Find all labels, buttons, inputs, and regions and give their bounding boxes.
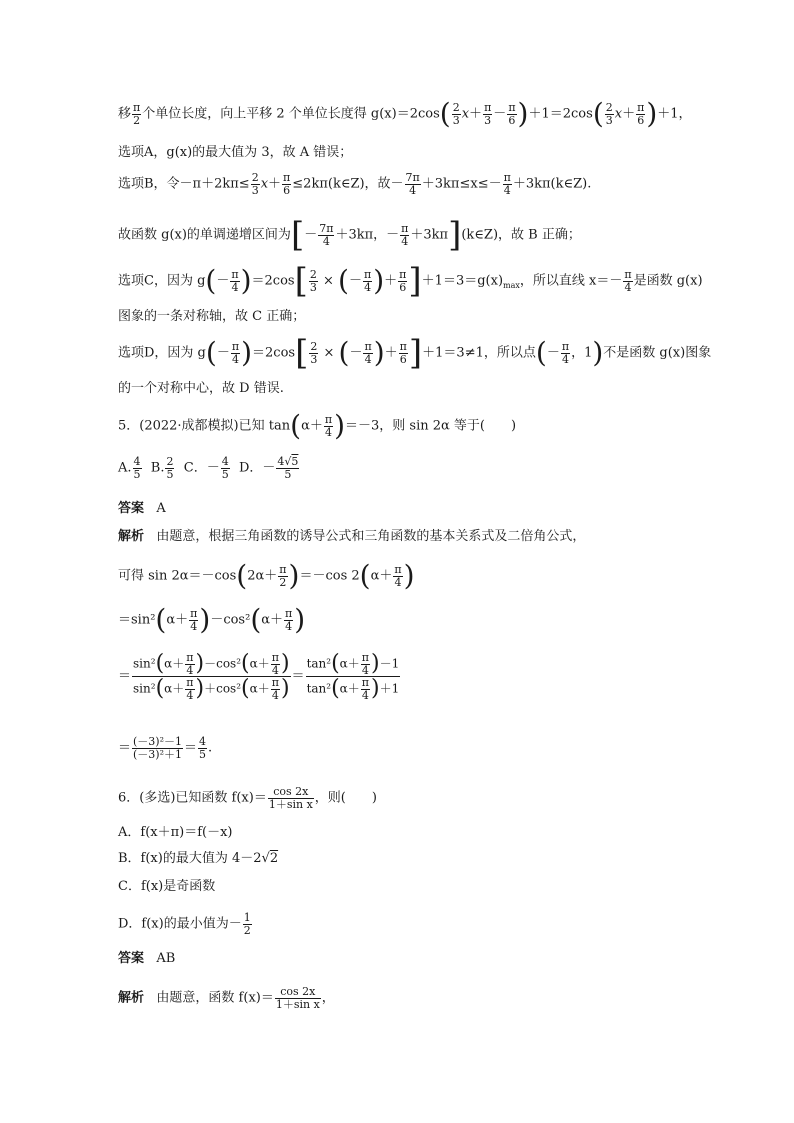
solution-5: 解析 由题意，根据三角函数的诱导公式和三角函数的基本关系式及二倍角公式，: [118, 529, 586, 544]
question-6-option-d: D．f(x)的最小值为－ $\frac{1}{2}$: [118, 911, 251, 937]
answer-5: 答案 A: [118, 501, 166, 516]
answer-6: 答案 AB: [118, 951, 176, 966]
line-1: 移 $\frac{\pi}{2}$ 个单位长度，向上平移 2 个单位长度得 g(x)＝2cos( $\frac{2}{3}$ x＋ $\frac{\pi}{3}$ － $\frac{\pi}{6}$ )＋1＝2cos( $\frac{2}{3}$ x＋ $\frac{\pi}{6}$ )＋1，: [118, 97, 692, 130]
line-3: 选项B，令－π＋2kπ≤ $\frac{2}{3}$ x＋ $\frac{\pi}{6}$ ≤2kπ(k∈Z)，故－ $\frac{7\pi}{4}$ ＋3kπ≤x≤－ $\frac{\pi}{4}$ ＋3kπ(k∈Z).: [118, 171, 592, 197]
text: ＋1，: [657, 106, 692, 122]
question-5: 5．(2022·成都模拟)已知 tan(α＋ $\frac{\pi}{4}$ )＝－3，则 sin 2α 等于( ): [118, 409, 517, 442]
solution-5-step-4: ＝ $\frac{\text{(－3)²－1}}{\text{(－3)²＋1}}$ ＝ $\frac{4}{5}$ .: [118, 735, 213, 761]
line-7: 选项D，因为 g(－ $\frac{\pi}{4}$ )＝2cos[ $\frac{2}{3}$ × (－ $\frac{\pi}{4}$ )＋ $\frac{\pi}{6}$ ]＋1＝3≠1，所以点(－ $\frac{\pi}{4}$ ，1)不是函数 g(x)图象: [118, 333, 712, 373]
question-5-options: A. $\frac{4}{5}$ B. $\frac{2}{5}$ C．－ $\frac{4}{5}$ D．－ $\frac{4√5}{5}$: [118, 455, 299, 481]
question-6-option-c: C．f(x)是奇函数: [118, 879, 216, 894]
line-8: 的一个对称中心，故 D 错误.: [118, 381, 284, 396]
text: 移: [118, 106, 132, 122]
question-6-option-b: B．f(x)的最大值为 4－2√2: [118, 851, 279, 866]
text: 个单位长度，向上平移 2 个单位长度得 g(x)＝2cos: [142, 106, 440, 122]
fraction: $\frac{\pi}{2}$: [133, 100, 141, 127]
solution-5-step-1: 可得 sin 2α＝－cos(2α＋ $\frac{\pi}{2}$ )＝－cos 2(α＋ $\frac{\pi}{4}$ ): [118, 559, 415, 592]
solution-6: 解析 由题意，函数 f(x)＝ $\frac{\cos 2x}{\text{1＋sin x}}$ ，: [118, 985, 335, 1011]
line-2: 选项A，g(x)的最大值为 3，故 A 错误；: [118, 145, 353, 160]
text: ＋1＝2cos: [528, 106, 593, 122]
line-4: 故函数 g(x)的单调递增区间为[－ $\frac{7\pi}{4}$ ＋3kπ，－ $\frac{\pi}{4}$ ＋3kπ](k∈Z)，故 B 正确；: [118, 215, 581, 255]
line-5: 选项C，因为 g(－ $\frac{\pi}{4}$ )＝2cos[ $\frac{2}{3}$ × (－ $\frac{\pi}{4}$ )＋ $\frac{\pi}{6}$ ]$+1=3=g(x)_{max}$，所以直线 x＝－ $\frac{\pi}{4}$ 是函数 g(x): [118, 261, 703, 301]
question-6: 6．(多选)已知函数 f(x)＝ $\frac{\cos 2x}{\text{1＋sin x}}$ ，则( ): [118, 785, 377, 811]
solution-5-step-3: ＝ sin²(α＋ $\frac{\pi}{4}$ )－cos²(α＋ $\frac{\pi}{4}$ ) sin²(α＋ $\frac{\pi}{4}$ )＋cos²(α＋ $\frac{\pi}{4}$ ) ＝ tan²(α＋ $\frac{\pi}{4}$ )－1 tan²(α＋ $\frac{\pi}{4}$ )＋1: [118, 651, 400, 702]
solution-5-step-2: ＝sin²(α＋ $\frac{\pi}{4}$ )－cos²(α＋ $\frac{\pi}{4}$ ): [118, 603, 306, 636]
line-6: 图象的一条对称轴，故 C 正确；: [118, 309, 306, 324]
question-6-option-a: A．f(x＋π)＝f(－x): [118, 825, 233, 840]
